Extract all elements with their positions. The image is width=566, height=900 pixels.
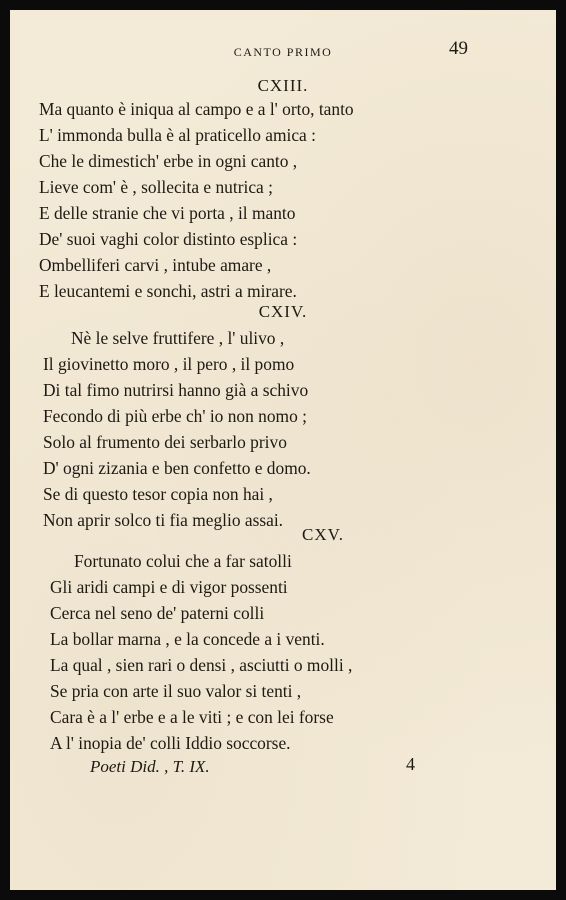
signature-number: 4 <box>406 754 415 774</box>
stanza-number: CXV. <box>302 525 344 544</box>
verse-line: Ma quanto è iniqua al campo e a l' orto, tanto <box>39 99 354 119</box>
verse-line: Solo al frumento dei serbarlo privo <box>43 432 287 452</box>
verse-line: Di tal fimo nutrirsi hanno già a schivo <box>43 380 309 400</box>
verse-line: La bollar marna , e la concede a i venti. <box>50 629 325 649</box>
verse-line: La qual , sien rari o densi , asciutti o molli , <box>50 655 353 675</box>
signature-mark: Poeti Did. , T. IX. <box>90 757 210 776</box>
verse-line: Fecondo di più erbe ch' io non nomo ; <box>43 406 307 426</box>
verse-line: L' immonda bulla è al praticello amica : <box>39 125 316 145</box>
running-head: CANTO PRIMO <box>233 45 333 59</box>
verse-line: Il giovinetto moro , il pero , il pomo <box>43 354 295 374</box>
verse-line: D' ogni zizania e ben confetto e domo. <box>43 458 311 478</box>
verse-line: E delle stranie che vi porta , il manto <box>39 203 296 223</box>
page-number: 49 <box>449 38 468 59</box>
verse-line: Ombelliferi carvi , intube amare , <box>39 255 272 275</box>
verse-line: Se pria con arte il suo valor si tenti , <box>50 681 302 701</box>
verse-line: A l' inopia de' colli Iddio soccorse. <box>50 733 291 753</box>
stanza-number: CXIV. <box>258 302 308 321</box>
verse-line: Lieve com' è , sollecita e nutrica ; <box>39 177 273 197</box>
verse-line: E leucantemi e sonchi, astri a mirare. <box>39 281 297 301</box>
verse-line: Nè le selve fruttifere , l' ulivo , <box>71 328 285 348</box>
stanza-number: CXIII. <box>257 76 309 95</box>
verse-line: Cara è a l' erbe e a le viti ; e con lei forse <box>50 707 334 727</box>
verse-line: Fortunato colui che a far satolli <box>74 551 292 571</box>
verse-line: Non aprir solco ti fia meglio assai. <box>43 510 284 530</box>
verse-line: De' suoi vaghi color distinto esplica : <box>39 229 298 249</box>
verse-line: Gli aridi campi e di vigor possenti <box>50 577 288 597</box>
verse-line: Che le dimestich' erbe in ogni canto , <box>39 151 298 171</box>
verse-line: Se di questo tesor copia non hai , <box>43 484 273 504</box>
verse-line: Cerca nel seno de' paterni colli <box>50 603 265 623</box>
book-page <box>10 10 556 890</box>
